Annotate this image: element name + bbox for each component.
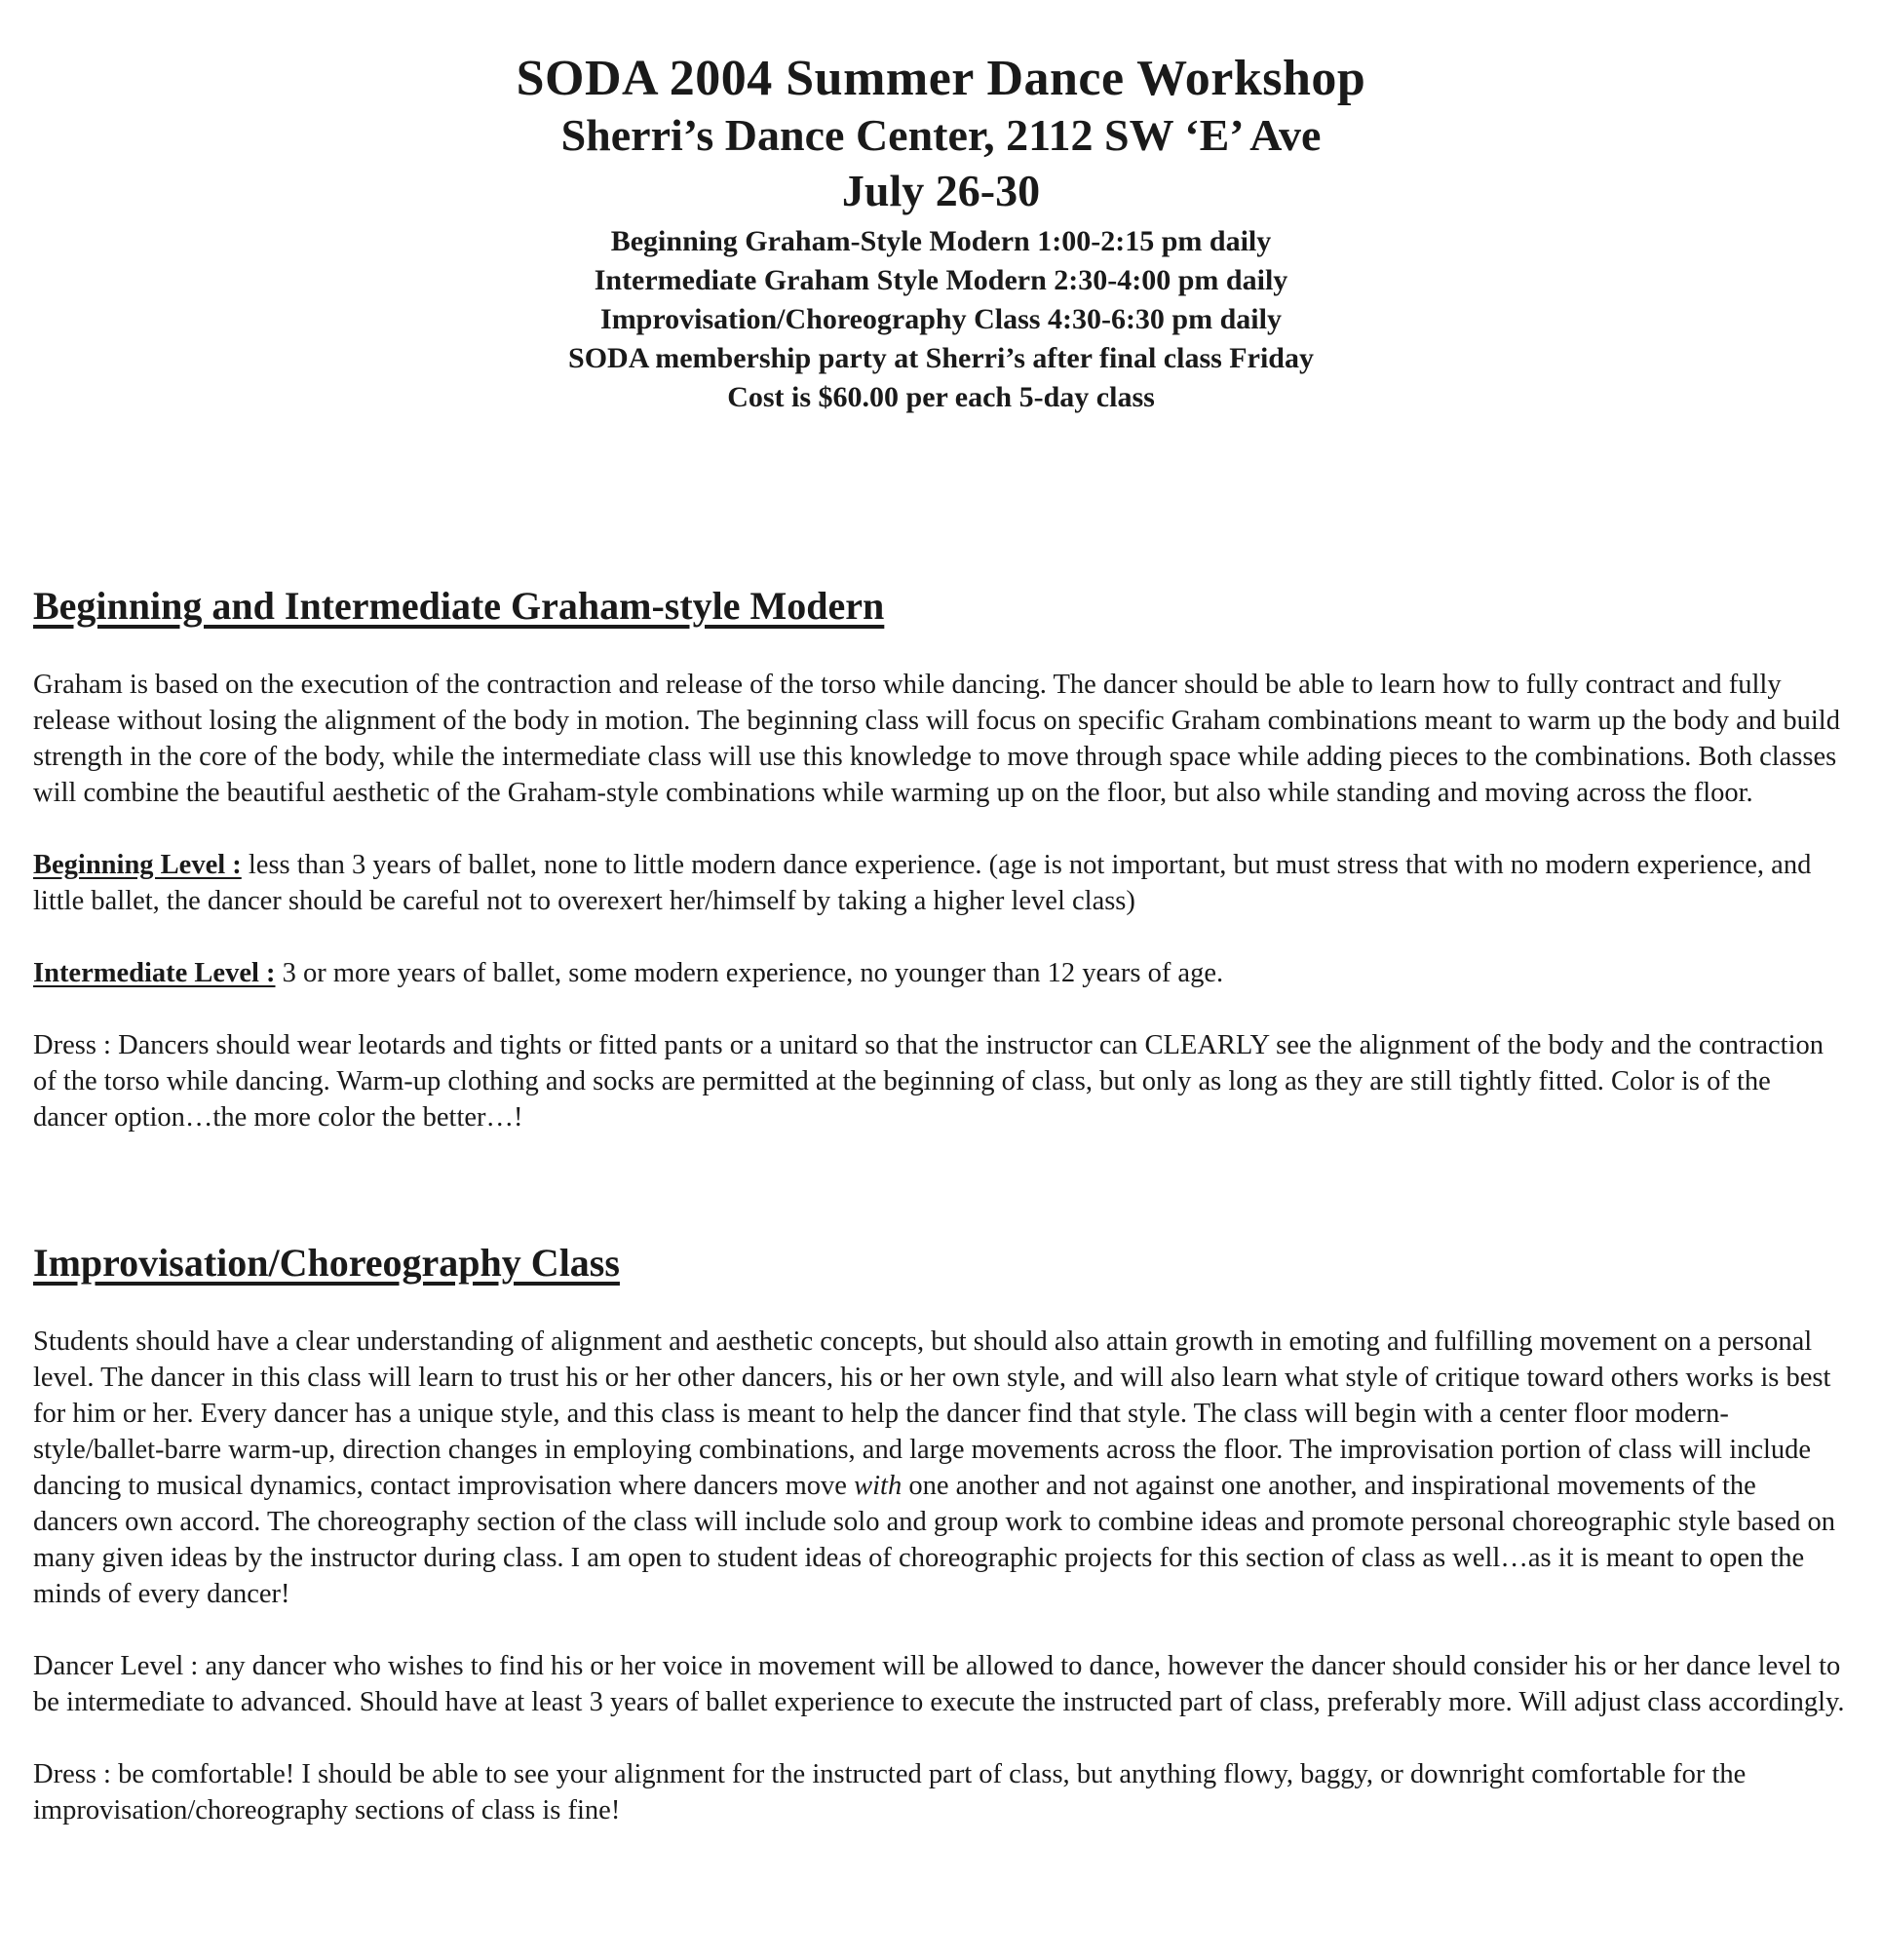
improv-dress: Dress : be comfortable! I should be able to see your alignment for the instructed part of class, but anything flowy, baggy, or downright comfortable for the improvisation/choreography sections of class is fine! — [33, 1759, 1747, 1825]
dancer-level: Dancer Level : any dancer who wishes to find his or her voice in movement will be allowed to dance, however the dancer should consider his or her dance level to be intermediate to advanced. Should have at least 3 years of ballet experience to execute the instructed part of class, preferably more. Will adjust class accordingly. — [33, 1651, 1845, 1717]
schedule-line: Cost is $60.00 per each 5-day class — [727, 381, 1155, 413]
improv-section — [33, 1240, 1846, 1828]
dates-line: July 26-30 — [841, 166, 1041, 215]
improv-intro-part-b: one another and not against one another, and inspirational movements of the dancers own accord. The choreography section of the class will include solo and group work to combine ideas and promote personal choreographic style based on many given ideas by the instructor during class. I am open to student ideas of choreographic projects for this section of class as well…as it is meant to open the minds of every dancer! — [33, 1471, 1836, 1609]
schedule-line: Improvisation/Choreography Class 4:30-6:30 pm daily — [600, 303, 1282, 335]
schedule-line: Beginning Graham-Style Modern 1:00-2:15 pm daily — [610, 225, 1272, 257]
modern-section — [33, 583, 1846, 1135]
beginning-level-label: Beginning Level : — [33, 850, 242, 880]
modern-dress: Dress : Dancers should wear leotards and tights or fitted pants or a unitard so that the instructor can CLEARLY see the alignment of the body and the contraction of the torso while dancing. Warm-up clothing and socks are permitted at the beginning of class, but only as long as they are still tightly fitted. Color is of the dancer option…the more color the better…! — [33, 1030, 1824, 1133]
improv-intro-part-a: Students should have a clear understanding of alignment and aesthetic concepts, but should also attain growth in emoting and fulfilling movement on a personal level. The dancer in this class will learn to trust his or her other dancers, his or her own style, and will also learn what style of critique toward others works is best for him or her. Every dancer has a unique style, and this class is meant to help the dancer find that style. The class will begin with a center floor modern-style/ballet-barre warm-up, direction changes in employing combinations, and large movements across the floor. The improvisation portion of class will include dancing to musical dynamics, contact improvisation where dancers move — [33, 1326, 1831, 1501]
workshop-title: SODA 2004 Summer Dance Workshop — [516, 51, 1366, 106]
improv-intro — [33, 1324, 1846, 1612]
schedule-line: Intermediate Graham Style Modern 2:30-4:00 pm daily — [594, 264, 1288, 296]
intermediate-level-label: Intermediate Level : — [33, 958, 276, 988]
improv-heading: Improvisation/Choreography Class — [33, 1241, 620, 1285]
improv-intro-emphasis: with — [854, 1471, 903, 1501]
modern-intro: Graham is based on the execution of the contraction and release of the torso while dancing. The dancer should be able to learn how to fully contract and fully release without losing the alignment of the body in motion. The beginning class will focus on specific Graham combinations meant to warm up the body and build strength in the core of the body, while the intermediate class will use this knowledge to move through space while adding pieces to the combinations. Both classes will combine the beautiful aesthetic of the Graham-style combinations while warming up on the floor, but also while standing and moving across the floor. — [33, 670, 1840, 808]
venue-line: Sherri’s Dance Center, 2112 SW ‘E’ Ave — [560, 110, 1322, 160]
flyer-header — [0, 51, 1882, 417]
intermediate-level-text: 3 or more years of ballet, some modern experience, no younger than 12 years of age. — [275, 958, 1224, 988]
beginning-level-paragraph — [33, 847, 1846, 919]
intermediate-level-paragraph — [33, 955, 1846, 991]
modern-heading: Beginning and Intermediate Graham-style Modern — [33, 584, 885, 628]
schedule-list — [0, 222, 1882, 417]
beginning-level-text: less than 3 years of ballet, none to little modern dance experience. (age is not important, but must stress that with no modern experience, and little ballet, the dancer should be careful not to overexert her/himself by taking a higher level class) — [33, 850, 1812, 916]
schedule-line: SODA membership party at Sherri’s after final class Friday — [568, 342, 1314, 374]
